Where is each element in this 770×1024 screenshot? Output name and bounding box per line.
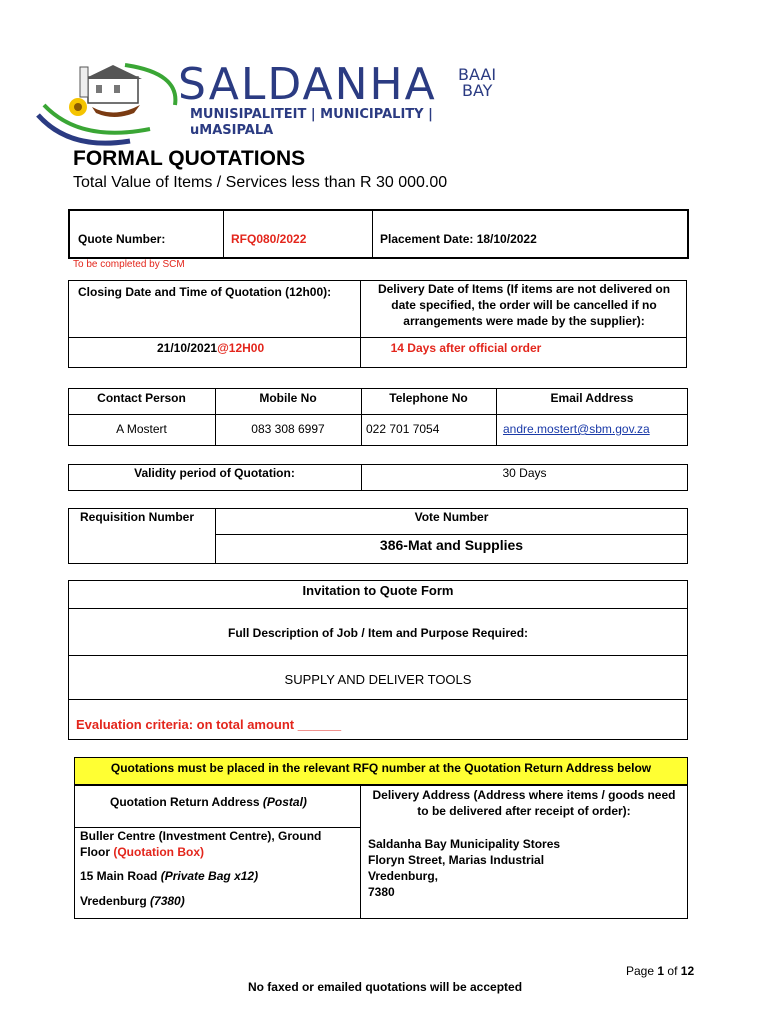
postal-label-text: Quotation Return Address	[110, 795, 260, 809]
description-label: Full Description of Job / Item and Purpose Required:	[227, 626, 529, 640]
postal-label	[110, 795, 307, 809]
contact-person-value: A Mostert	[116, 422, 167, 436]
page-total: 12	[680, 964, 695, 978]
page-subtitle: Total Value of Items / Services less than R 30 000.00	[73, 174, 448, 191]
page-of: of	[667, 964, 678, 978]
postal-line-4-a: Vredenburg	[80, 894, 147, 908]
quote-number-label: Quote Number:	[78, 232, 166, 246]
description-value: SUPPLY AND DELIVER TOOLS	[284, 672, 472, 687]
postal-line-3-b: (Private Bag x12)	[160, 869, 259, 883]
requisition-label: Requisition Number	[80, 510, 195, 524]
page-current: 1	[657, 964, 665, 978]
delivery-address-label: Delivery Address (Address where items / goods need to be delivered after receipt of order):	[372, 788, 676, 818]
evaluation-criteria: Evaluation criteria: on total amount ______	[76, 717, 342, 732]
logo-baai: BAAI	[458, 65, 497, 84]
invitation-title: Invitation to Quote Form	[302, 583, 454, 598]
closing-label: Closing Date and Time of Quotation (12h00):	[78, 285, 332, 299]
postal-line-3-a: 15 Main Road	[80, 869, 158, 883]
closing-date	[157, 341, 264, 355]
postal-line-4-b: (7380)	[150, 894, 185, 908]
footer-notice: No faxed or emailed quotations will be accepted	[247, 980, 523, 994]
email-link[interactable]: andre.mostert@sbm.gov.za	[503, 422, 650, 436]
vote-value: 386-Mat and Supplies	[379, 537, 524, 553]
divider	[68, 414, 688, 415]
divider	[360, 785, 361, 919]
closing-time-value: @12H00	[217, 341, 265, 355]
email-header: Email Address	[550, 391, 634, 405]
logo-emblem	[30, 55, 190, 150]
telephone-header: Telephone No	[389, 391, 468, 405]
divider	[68, 655, 688, 656]
delivery-line-2: Floryn Street, Marias Industrial	[368, 853, 545, 867]
divider	[74, 827, 360, 828]
delivery-line-1: Saldanha Bay Municipality Stores	[368, 837, 561, 851]
quote-number-value: RFQ080/2022	[231, 232, 307, 246]
postal-line-1: Buller Centre (Investment Centre), Ground	[80, 829, 322, 843]
logo-name: SALDANHA	[178, 59, 437, 110]
mobile-value: 083 308 6997	[251, 422, 325, 436]
divider	[68, 608, 688, 609]
postal-line-2	[80, 845, 204, 859]
closing-date-value: 21/10/2021	[157, 341, 218, 355]
postal-line-4	[80, 894, 185, 908]
delivery-date-label: Delivery Date of Items (If items are not delivered on date specified, the order will be cancelled if no arrangements were made by the supplier):	[377, 282, 671, 328]
divider	[372, 209, 373, 259]
divider	[68, 699, 688, 700]
divider	[68, 337, 687, 338]
page-prefix: Page	[626, 964, 655, 978]
invitation-table	[68, 580, 688, 740]
divider	[215, 534, 688, 535]
contact-person-header: Contact Person	[97, 391, 186, 405]
page-number	[626, 964, 694, 978]
logo-bay: BAY	[462, 81, 493, 100]
validity-label: Validity period of Quotation:	[134, 466, 295, 480]
return-banner-text: Quotations must be placed in the relevant RFQ number at the Quotation Return Address below	[110, 761, 652, 775]
scm-note: To be completed by SCM	[73, 259, 185, 270]
delivery-line-4: 7380	[368, 885, 395, 899]
postal-line-3	[80, 869, 258, 883]
page-title: FORMAL QUOTATIONS	[73, 147, 306, 170]
divider	[223, 209, 224, 259]
divider	[360, 280, 361, 368]
mobile-header: Mobile No	[259, 391, 317, 405]
postal-label-italic: (Postal)	[262, 795, 307, 809]
delivery-line-3: Vredenburg,	[368, 869, 439, 883]
validity-value: 30 Days	[502, 466, 547, 480]
logo	[30, 55, 520, 150]
postal-line-2-b: (Quotation Box)	[113, 845, 204, 859]
postal-line-2-a: Floor	[80, 845, 110, 859]
placement-date: Placement Date: 18/10/2022	[380, 232, 537, 246]
telephone-value: 022 701 7054	[366, 422, 440, 436]
delivery-date-value: 14 Days after official order	[390, 341, 542, 355]
vote-label: Vote Number	[414, 510, 489, 524]
logo-subtitle: MUNISIPALITEIT | MUNICIPALITY | uMASIPALA	[190, 107, 433, 138]
